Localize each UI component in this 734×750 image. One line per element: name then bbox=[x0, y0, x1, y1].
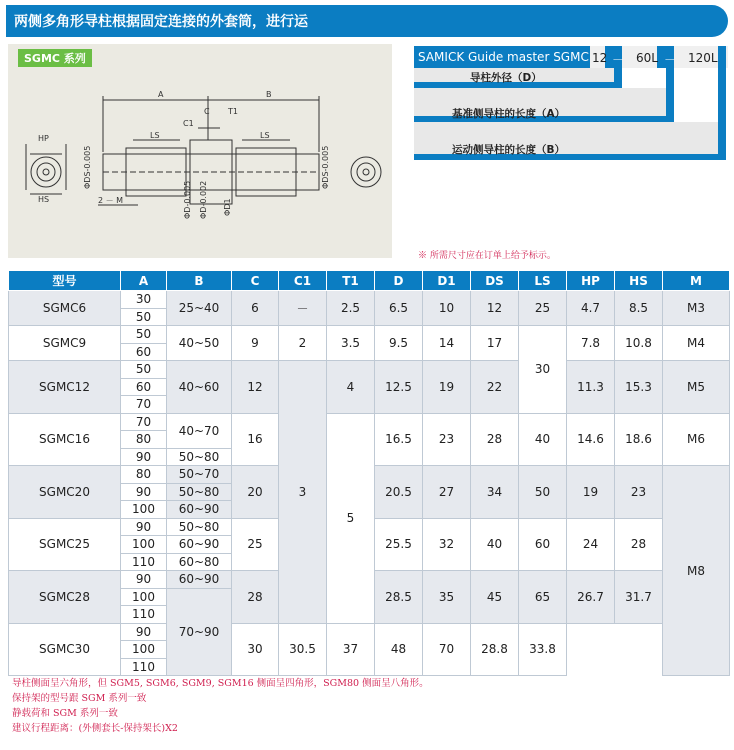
cell-b: 60~90 bbox=[167, 571, 232, 589]
model-cell: SGMC9 bbox=[9, 326, 121, 361]
order-code-dash1: － bbox=[612, 53, 625, 67]
cell-c1: 2 bbox=[279, 326, 327, 361]
dim-hp: HP bbox=[38, 134, 49, 143]
cell-ls: 70 bbox=[423, 623, 471, 676]
cell-a: 70 bbox=[121, 413, 167, 431]
cell-hs: 33.8 bbox=[519, 623, 567, 676]
order-code-prefix: SAMICK Guide master SGMC bbox=[418, 50, 589, 64]
cell-c: 30 bbox=[232, 623, 279, 676]
cell-ls: 60 bbox=[519, 518, 567, 571]
cell-ds: 28 bbox=[471, 413, 519, 466]
dim-m: 2 － M bbox=[98, 196, 124, 205]
order-code-a: 60L bbox=[636, 51, 658, 65]
cell-b: 50~80 bbox=[167, 483, 232, 501]
dim-c: C bbox=[204, 107, 210, 116]
cell-t1: 2.5 bbox=[327, 291, 375, 326]
cell-a: 80 bbox=[121, 466, 167, 484]
cell-hp: 26.7 bbox=[567, 571, 615, 624]
cell-a: 90 bbox=[121, 448, 167, 466]
cell-c: 9 bbox=[232, 326, 279, 361]
cell-ds: 48 bbox=[375, 623, 423, 676]
col-header: D1 bbox=[423, 271, 471, 291]
cell-c: 25 bbox=[232, 518, 279, 571]
cell-d1: 35 bbox=[423, 571, 471, 624]
order-code-d: 12 bbox=[592, 51, 608, 65]
cell-a: 50 bbox=[121, 326, 167, 344]
cell-b: 60~90 bbox=[167, 501, 232, 519]
dim-a: A bbox=[158, 90, 164, 99]
cell-ds: 40 bbox=[471, 518, 519, 571]
cell-a: 110 bbox=[121, 606, 167, 624]
dim-ds-left: ΦDS-0.005 bbox=[83, 145, 92, 189]
table-header-row bbox=[9, 271, 730, 291]
cell-a: 60 bbox=[121, 343, 167, 361]
model-cell: SGMC6 bbox=[9, 291, 121, 326]
footnote: 静载荷和 SGM 系列一致 bbox=[12, 708, 118, 719]
cell-c: 16 bbox=[232, 413, 279, 466]
cell-b: 70~90 bbox=[167, 588, 232, 676]
cell-ls: 40 bbox=[519, 413, 567, 466]
end-view-right-outer bbox=[351, 157, 381, 187]
cell-a: 100 bbox=[121, 641, 167, 659]
col-header: T1 bbox=[327, 271, 375, 291]
cell-m: M4 bbox=[663, 326, 730, 361]
table-row bbox=[9, 326, 730, 344]
legend-b: 运动侧导柱的长度（B） bbox=[452, 144, 566, 156]
cell-t1: 3.5 bbox=[327, 326, 375, 361]
cell-b: 50~80 bbox=[167, 518, 232, 536]
table-row bbox=[9, 413, 730, 431]
table-row bbox=[9, 291, 730, 309]
cell-d: 28.5 bbox=[375, 571, 423, 624]
cell-hp: 11.3 bbox=[567, 361, 615, 414]
series-tag: SGMC 系列 bbox=[18, 49, 92, 67]
cell-d1: 37 bbox=[327, 623, 375, 676]
col-header: B bbox=[167, 271, 232, 291]
cell-ls: 30 bbox=[519, 326, 567, 414]
cell-hp: 4.7 bbox=[567, 291, 615, 326]
cell-d1: 19 bbox=[423, 361, 471, 414]
dim-t1: T1 bbox=[228, 107, 238, 116]
cell-c: 20 bbox=[232, 466, 279, 519]
cell-d: 25.5 bbox=[375, 518, 423, 571]
col-header: D bbox=[375, 271, 423, 291]
cell-hp: 19 bbox=[567, 466, 615, 519]
model-cell: SGMC20 bbox=[9, 466, 121, 519]
cell-d1: 14 bbox=[423, 326, 471, 361]
cell-a: 100 bbox=[121, 501, 167, 519]
cell-a: 110 bbox=[121, 553, 167, 571]
cell-a: 50 bbox=[121, 361, 167, 379]
cell-m: M3 bbox=[663, 291, 730, 326]
col-header: M bbox=[663, 271, 730, 291]
cell-ls: 50 bbox=[519, 466, 567, 519]
cell-hs: 15.3 bbox=[615, 361, 663, 414]
dim-c1: C1 bbox=[183, 119, 194, 128]
col-header: HS bbox=[615, 271, 663, 291]
col-header: 型号 bbox=[9, 271, 121, 291]
end-view-left-mid bbox=[37, 163, 55, 181]
cell-d1: 32 bbox=[423, 518, 471, 571]
cell-t1: 4 bbox=[327, 361, 375, 414]
footnote: 导柱侧面呈六角形，但 SGM5, SGM6, SGM9, SGM16 侧面呈四角形，SGM80 侧面呈八角形。 bbox=[12, 678, 429, 689]
cell-ls: 65 bbox=[519, 571, 567, 624]
cell-hs: 28 bbox=[615, 518, 663, 571]
cell-a: 30 bbox=[121, 291, 167, 309]
cell-d: 9.5 bbox=[375, 326, 423, 361]
order-code-dash2: － bbox=[664, 53, 677, 67]
cell-a: 100 bbox=[121, 588, 167, 606]
cell-m: M8 bbox=[663, 466, 730, 676]
cell-d: 16.5 bbox=[375, 413, 423, 466]
cell-hp: 28.8 bbox=[471, 623, 519, 676]
end-view-left-inner bbox=[43, 169, 49, 175]
cell-d1: 23 bbox=[423, 413, 471, 466]
table-row bbox=[9, 361, 730, 379]
cell-d: 20.5 bbox=[375, 466, 423, 519]
col-header: C1 bbox=[279, 271, 327, 291]
end-view-right-inner bbox=[363, 169, 369, 175]
end-view-left-outer bbox=[31, 157, 61, 187]
cell-a: 80 bbox=[121, 431, 167, 449]
cell-hp: 24 bbox=[567, 518, 615, 571]
cell-b: 40~70 bbox=[167, 413, 232, 448]
order-code-b: 120L bbox=[688, 51, 718, 65]
cell-c1: － bbox=[279, 291, 327, 326]
cell-b: 40~60 bbox=[167, 361, 232, 414]
cell-c: 12 bbox=[232, 361, 279, 414]
legend-d: 导柱外径（D） bbox=[470, 72, 542, 84]
cell-hs: 31.7 bbox=[615, 571, 663, 624]
cell-a: 110 bbox=[121, 658, 167, 676]
cell-a: 100 bbox=[121, 536, 167, 554]
title-bar bbox=[6, 5, 728, 37]
technical-drawing bbox=[8, 44, 392, 258]
cell-ds: 34 bbox=[471, 466, 519, 519]
cell-d1: 27 bbox=[423, 466, 471, 519]
model-cell: SGMC30 bbox=[9, 623, 121, 676]
col-header: LS bbox=[519, 271, 567, 291]
cell-d: 30.5 bbox=[279, 623, 327, 676]
cell-hs: 8.5 bbox=[615, 291, 663, 326]
cell-m: M6 bbox=[663, 413, 730, 466]
cell-a: 90 bbox=[121, 483, 167, 501]
cell-c: 6 bbox=[232, 291, 279, 326]
col-header: C bbox=[232, 271, 279, 291]
col-header: HP bbox=[567, 271, 615, 291]
model-cell: SGMC12 bbox=[9, 361, 121, 414]
cell-b: 50~80 bbox=[167, 448, 232, 466]
footnote: 保持架的型号跟 SGM 系列一致 bbox=[12, 693, 147, 704]
legend-a: 基准侧导柱的长度（A） bbox=[452, 108, 566, 120]
cell-hp: 7.8 bbox=[567, 326, 615, 361]
cell-ls: 25 bbox=[519, 291, 567, 326]
cell-a: 50 bbox=[121, 308, 167, 326]
cell-c: 28 bbox=[232, 571, 279, 624]
cell-b: 60~80 bbox=[167, 553, 232, 571]
cell-ds: 12 bbox=[471, 291, 519, 326]
dim-d1: ΦD1 bbox=[223, 198, 232, 216]
footnote: 建议行程距离：(外侧套长-保持架长)X2 bbox=[12, 723, 178, 734]
dim-dm: ΦD-0.002 bbox=[199, 180, 208, 219]
cell-a: 70 bbox=[121, 396, 167, 414]
cell-hs: 23 bbox=[615, 466, 663, 519]
table-row bbox=[9, 623, 730, 641]
cell-c1: 3 bbox=[279, 361, 327, 624]
cell-b: 40~50 bbox=[167, 326, 232, 361]
cell-d1: 10 bbox=[423, 291, 471, 326]
col-header: A bbox=[121, 271, 167, 291]
page-title: 两侧多角形导柱根据固定连接的外套筒，进行运 bbox=[14, 14, 308, 30]
dim-d: ΦD-0.005 bbox=[183, 180, 192, 219]
cell-hp: 14.6 bbox=[567, 413, 615, 466]
dim-ds-right: ΦDS-0.005 bbox=[321, 145, 330, 189]
cell-ds: 45 bbox=[471, 571, 519, 624]
cell-d: 6.5 bbox=[375, 291, 423, 326]
cell-m: M5 bbox=[663, 361, 730, 414]
spec-table bbox=[8, 270, 730, 676]
cell-a: 90 bbox=[121, 518, 167, 536]
diagram-panel bbox=[8, 44, 392, 258]
dim-ls-right: LS bbox=[260, 131, 270, 140]
cell-b: 50~70 bbox=[167, 466, 232, 484]
model-cell: SGMC16 bbox=[9, 413, 121, 466]
cell-ds: 22 bbox=[471, 361, 519, 414]
cell-t1: 5 bbox=[327, 413, 375, 623]
dim-b: B bbox=[266, 90, 272, 99]
cell-hs: 18.6 bbox=[615, 413, 663, 466]
model-cell: SGMC25 bbox=[9, 518, 121, 571]
dim-hs: HS bbox=[38, 195, 50, 204]
dim-ls-left: LS bbox=[150, 131, 160, 140]
cell-b: 25~40 bbox=[167, 291, 232, 326]
cell-a: 90 bbox=[121, 623, 167, 641]
col-header: DS bbox=[471, 271, 519, 291]
cell-a: 90 bbox=[121, 571, 167, 589]
cell-a: 60 bbox=[121, 378, 167, 396]
footnotes bbox=[12, 676, 429, 736]
order-note: ※ 所需尺寸应在订单上给予标示。 bbox=[418, 251, 556, 261]
cell-hs: 10.8 bbox=[615, 326, 663, 361]
cell-ds: 17 bbox=[471, 326, 519, 361]
cell-b: 60~90 bbox=[167, 536, 232, 554]
end-view-right-mid bbox=[357, 163, 375, 181]
cell-d: 12.5 bbox=[375, 361, 423, 414]
model-cell: SGMC28 bbox=[9, 571, 121, 624]
